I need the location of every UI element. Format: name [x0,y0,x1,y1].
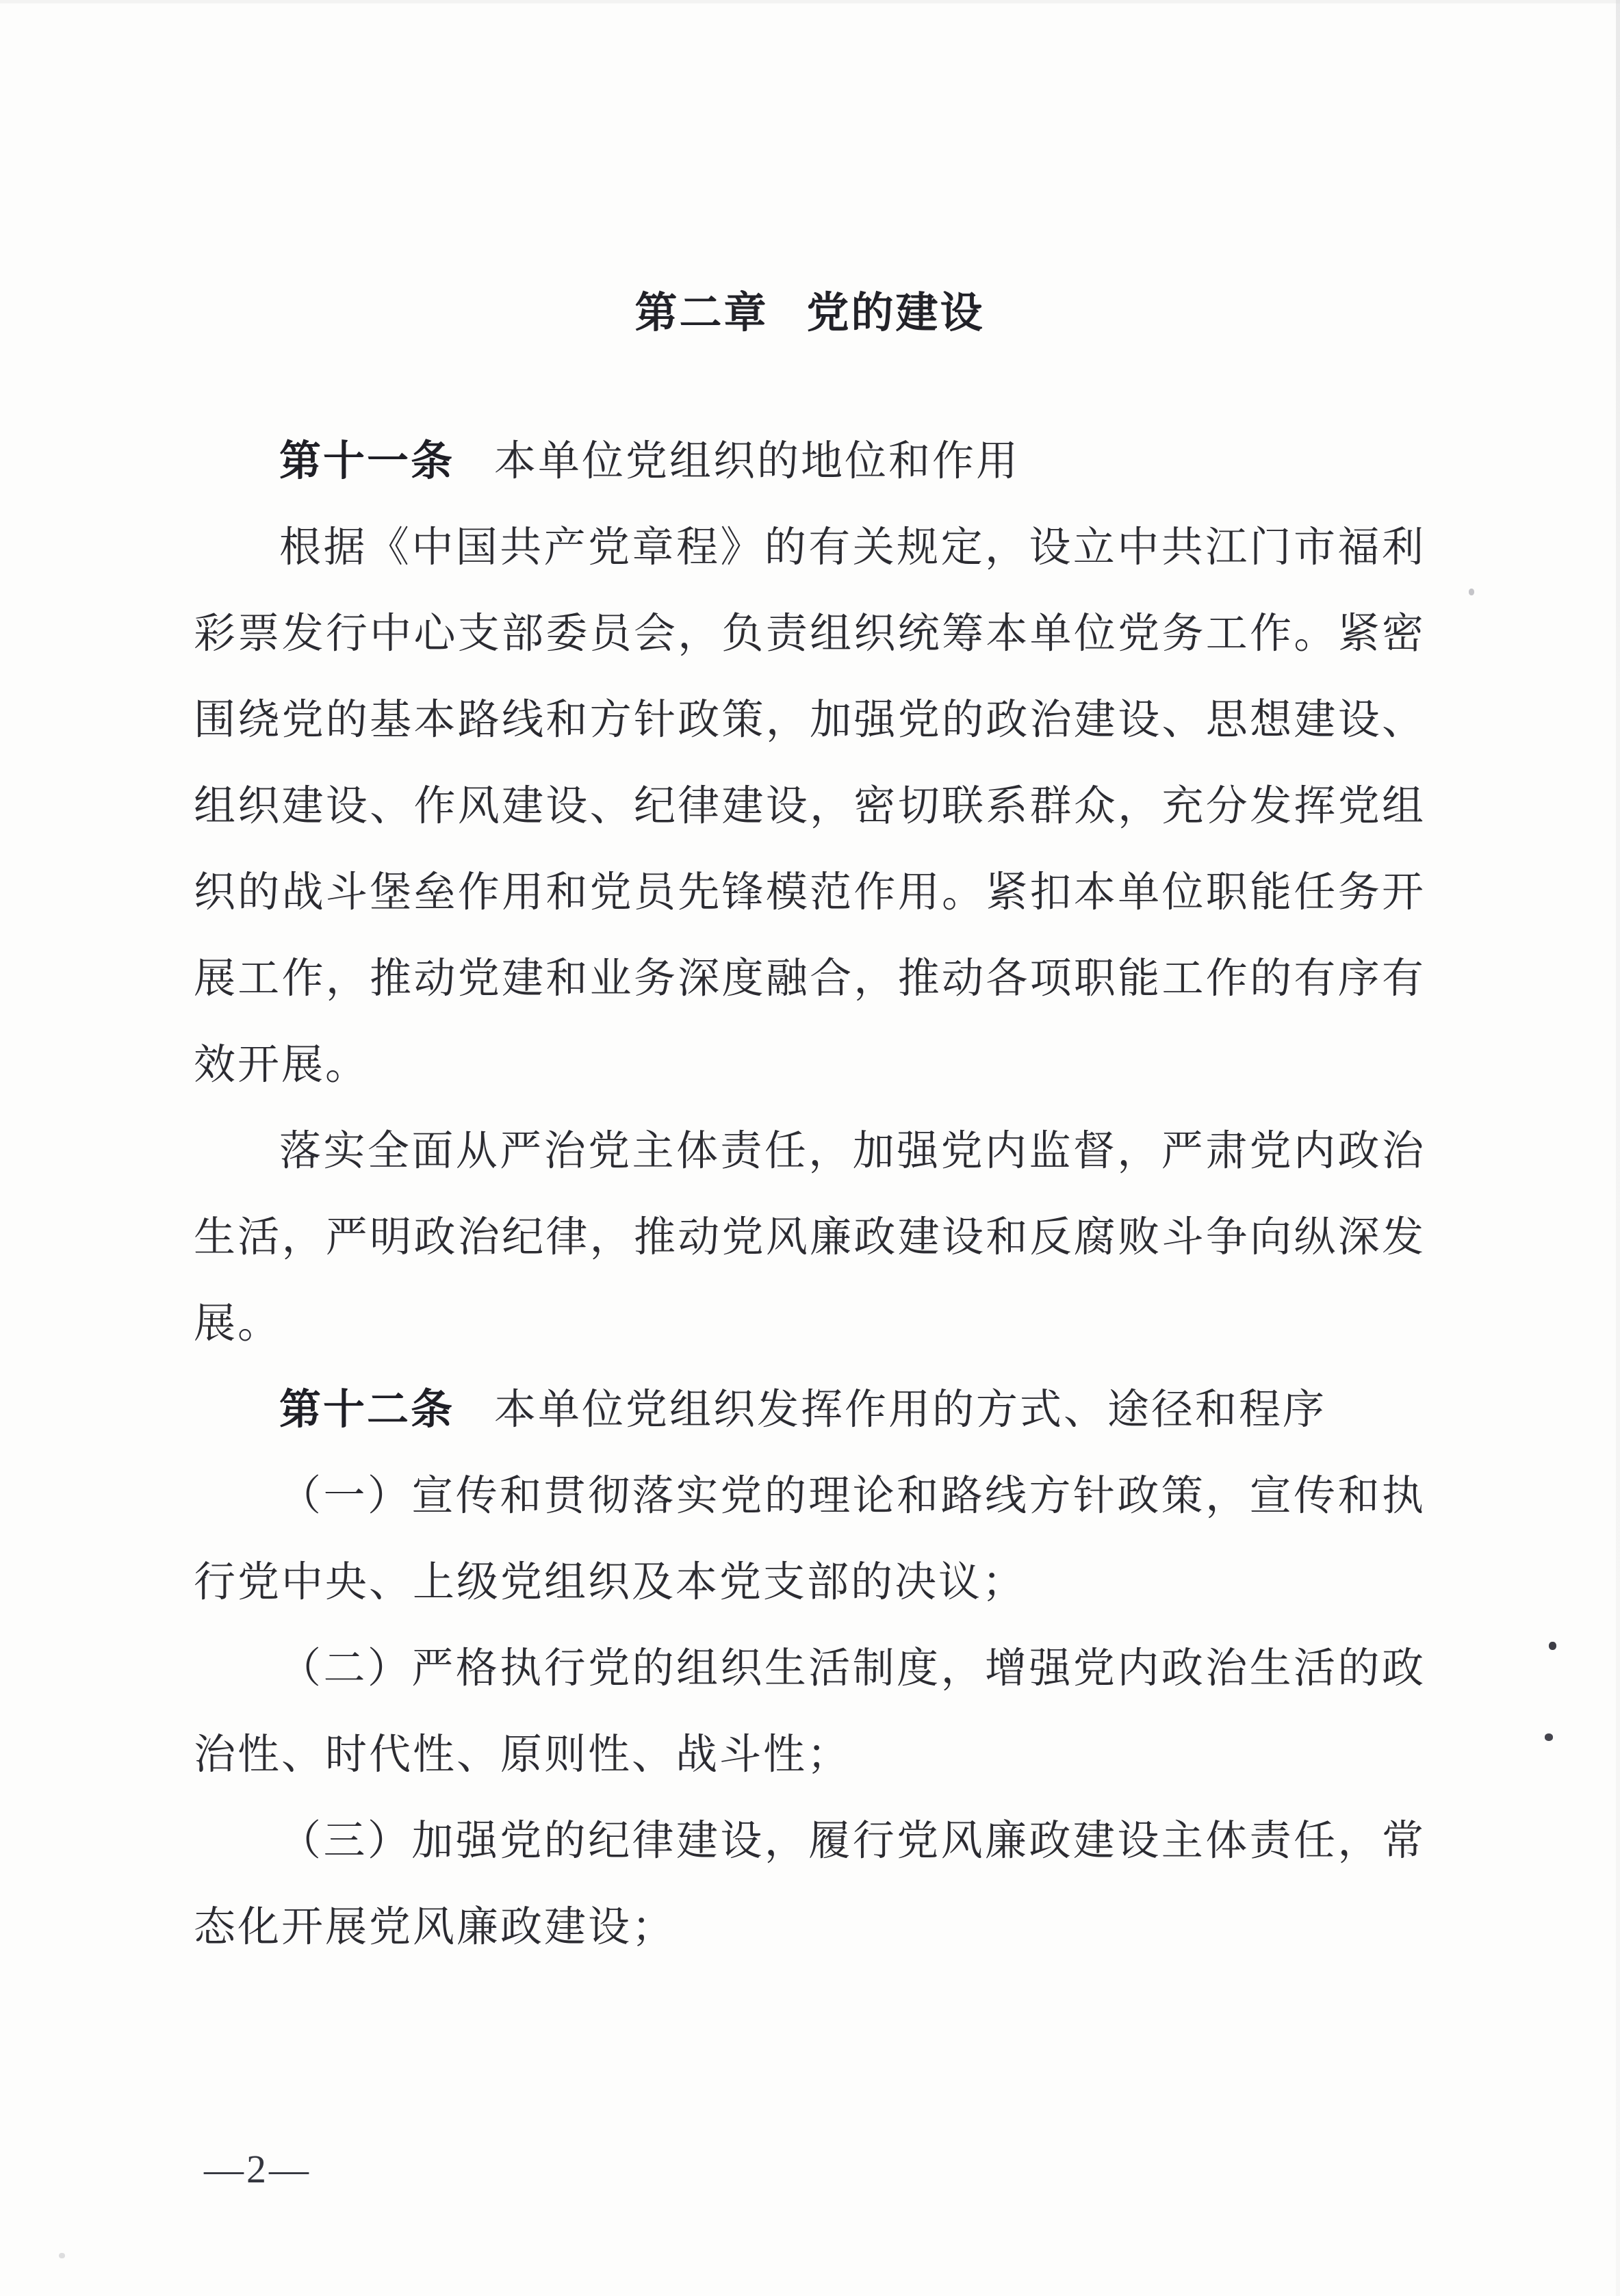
paragraph-article11-responsibility: 落实全面从严治党主体责任，加强党内监督，严肃党内政治生活，严明政治纪律，推动党风廉政建设和反腐败斗争向纵深发展。 [194,1128,1426,1347]
scan-edge-shadow-top [0,0,1620,3]
article-number-12: 第十二条 [279,1387,455,1433]
chapter-title [194,279,1426,348]
paragraph-item-3: （三）加强党的纪律建设，履行党风廉政建设主体责任，常态化开展党风廉政建设； [194,1818,1426,1950]
scan-edge-shadow-right [1616,0,1620,2296]
article-heading-12 [194,1367,1426,1454]
paragraph-article11-role: 根据《中国共产党章程》的有关规定，设立中共江门市福利彩票发行中心支部委员会，负责组织统筹本单位党务工作。紧密围绕党的基本路线和方针政策，加强党的政治建设、思想建设、组织建设、作风建设、纪律建设，密切联系群众，充分发挥党组织的战斗堡垒作用和党员先锋模范作用。紧扣本单位职能任务开展工作，推动党建和业务深度融合，推动各项职能工作的有序有效开展。 [194,525,1426,1088]
article-heading-11 [194,419,1426,505]
scan-speck [1549,1642,1556,1650]
paragraph-item-2: （二）严格执行党的组织生活制度，增强党内政治生活的政治性、时代性、原则性、战斗性； [194,1646,1426,1778]
article-number-11: 第十一条 [279,439,455,485]
document-body [194,419,1426,1971]
scan-speck [1545,1733,1553,1741]
page-number: —2— [204,2147,311,2191]
article-title-11: 本单位党组织的地位和作用 [494,439,1020,485]
chapter-label: 第二章 [634,290,769,337]
paragraph-item-1: （一）宣传和贯彻落实党的理论和路线方针政策，宣传和执行党中央、上级党组织及本党支部的决议； [194,1473,1426,1605]
article-title-12: 本单位党组织发挥作用的方式、途径和程序 [494,1387,1327,1433]
chapter-name: 党的建设 [806,290,985,337]
scan-speck [59,2253,65,2258]
scan-speck [1469,589,1474,595]
